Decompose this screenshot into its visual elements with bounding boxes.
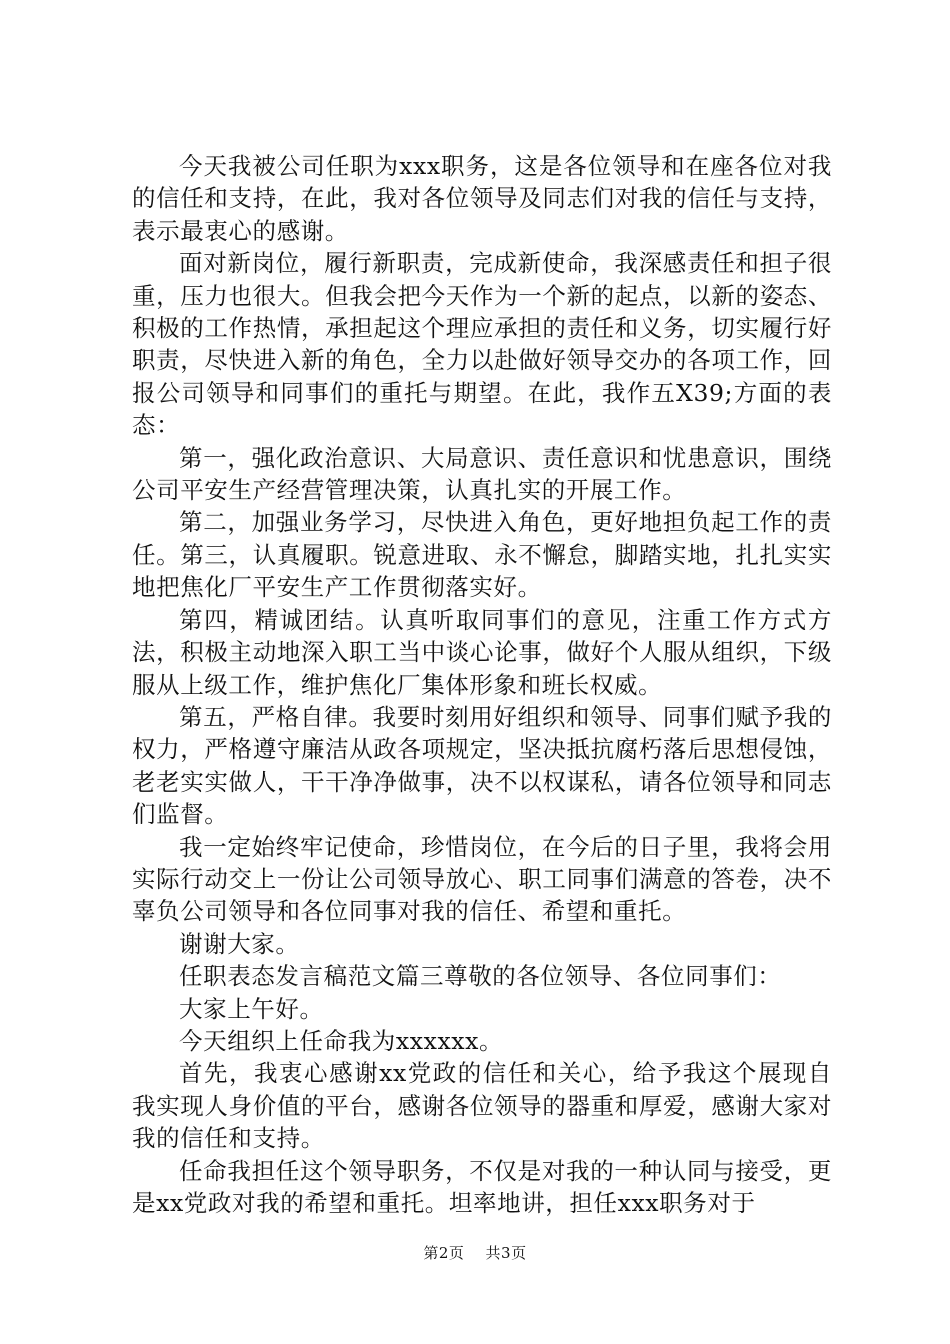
paragraph-6: 第五，严格自律。我要时刻用好组织和领导、同事们赋予我的权力，严格遵守廉洁从政各项规定，坚决抵抗腐朽落后思想侵蚀，老老实实做人，干干净净做事，决不以权谋私，请各位领导和同志们监督。 bbox=[132, 702, 832, 829]
footer-spacer bbox=[470, 1244, 481, 1262]
page-number: 第2页 bbox=[423, 1244, 465, 1262]
paragraph-4: 第二，加强业务学习，尽快进入角色，更好地担负起工作的责任。第三，认真履职。锐意进取、永不懈怠，脚踏实地，扎扎实实地把焦化厂平安生产工作贯彻落实好。 bbox=[132, 508, 832, 602]
paragraph-8: 谢谢大家。 bbox=[179, 929, 300, 958]
paragraph-7: 我一定始终牢记使命，珍惜岗位，在今后的日子里，我将会用实际行动交上一份让公司领导放心、职工同事们满意的答卷，决不辜负公司领导和各位同事对我的信任、希望和重托。 bbox=[132, 832, 832, 926]
page-footer bbox=[0, 1243, 950, 1263]
paragraph-9: 任职表态发言稿范文篇三尊敬的各位领导、各位同事们： bbox=[179, 962, 782, 991]
paragraph-3: 第一，强化政治意识、大局意识、责任意识和忧患意识，围绕公司平安生产经营管理决策，认真扎实的开展工作。 bbox=[132, 443, 832, 505]
paragraph-1: 今天我被公司任职为xxx职务，这是各位领导和在座各位对我的信任和支持，在此，我对各位领导及同志们对我的信任与支持，表示最衷心的感谢。 bbox=[132, 152, 832, 245]
paragraph-13: 任命我担任这个领导职务，不仅是对我的一种认同与接受，更是xx党政对我的希望和重托。坦率地讲，担任xxx职务对于 bbox=[132, 1156, 832, 1217]
page-total: 共3页 bbox=[485, 1244, 527, 1262]
paragraph-11: 今天组织上任命我为xxxxxx。 bbox=[179, 1026, 504, 1055]
paragraph-2: 面对新岗位，履行新职责，完成新使命，我深感责任和担子很重，压力也很大。但我会把今天作为一个新的起点，以新的姿态、积极的工作热情，承担起这个理应承担的责任和义务，切实履行好职责，尽快进入新的角色，全力以赴做好领导交办的各项工作，回报公司领导和同事们的重托与期望。在此，我作五X39;方面的表态： bbox=[132, 249, 832, 440]
document-body bbox=[132, 150, 832, 1219]
paragraph-5: 第四，精诚团结。认真听取同事们的意见，注重工作方式方法，积极主动地深入职工当中谈心论事，做好个人服从组织，下级服从上级工作，维护焦化厂集体形象和班长权威。 bbox=[132, 605, 832, 699]
paragraph-12: 首先，我衷心感谢xx党政的信任和关心，给予我这个展现自我实现人身价值的平台，感谢各位领导的器重和厚爱，感谢大家对我的信任和支持。 bbox=[132, 1059, 832, 1153]
paragraph-10: 大家上午好。 bbox=[179, 994, 324, 1023]
